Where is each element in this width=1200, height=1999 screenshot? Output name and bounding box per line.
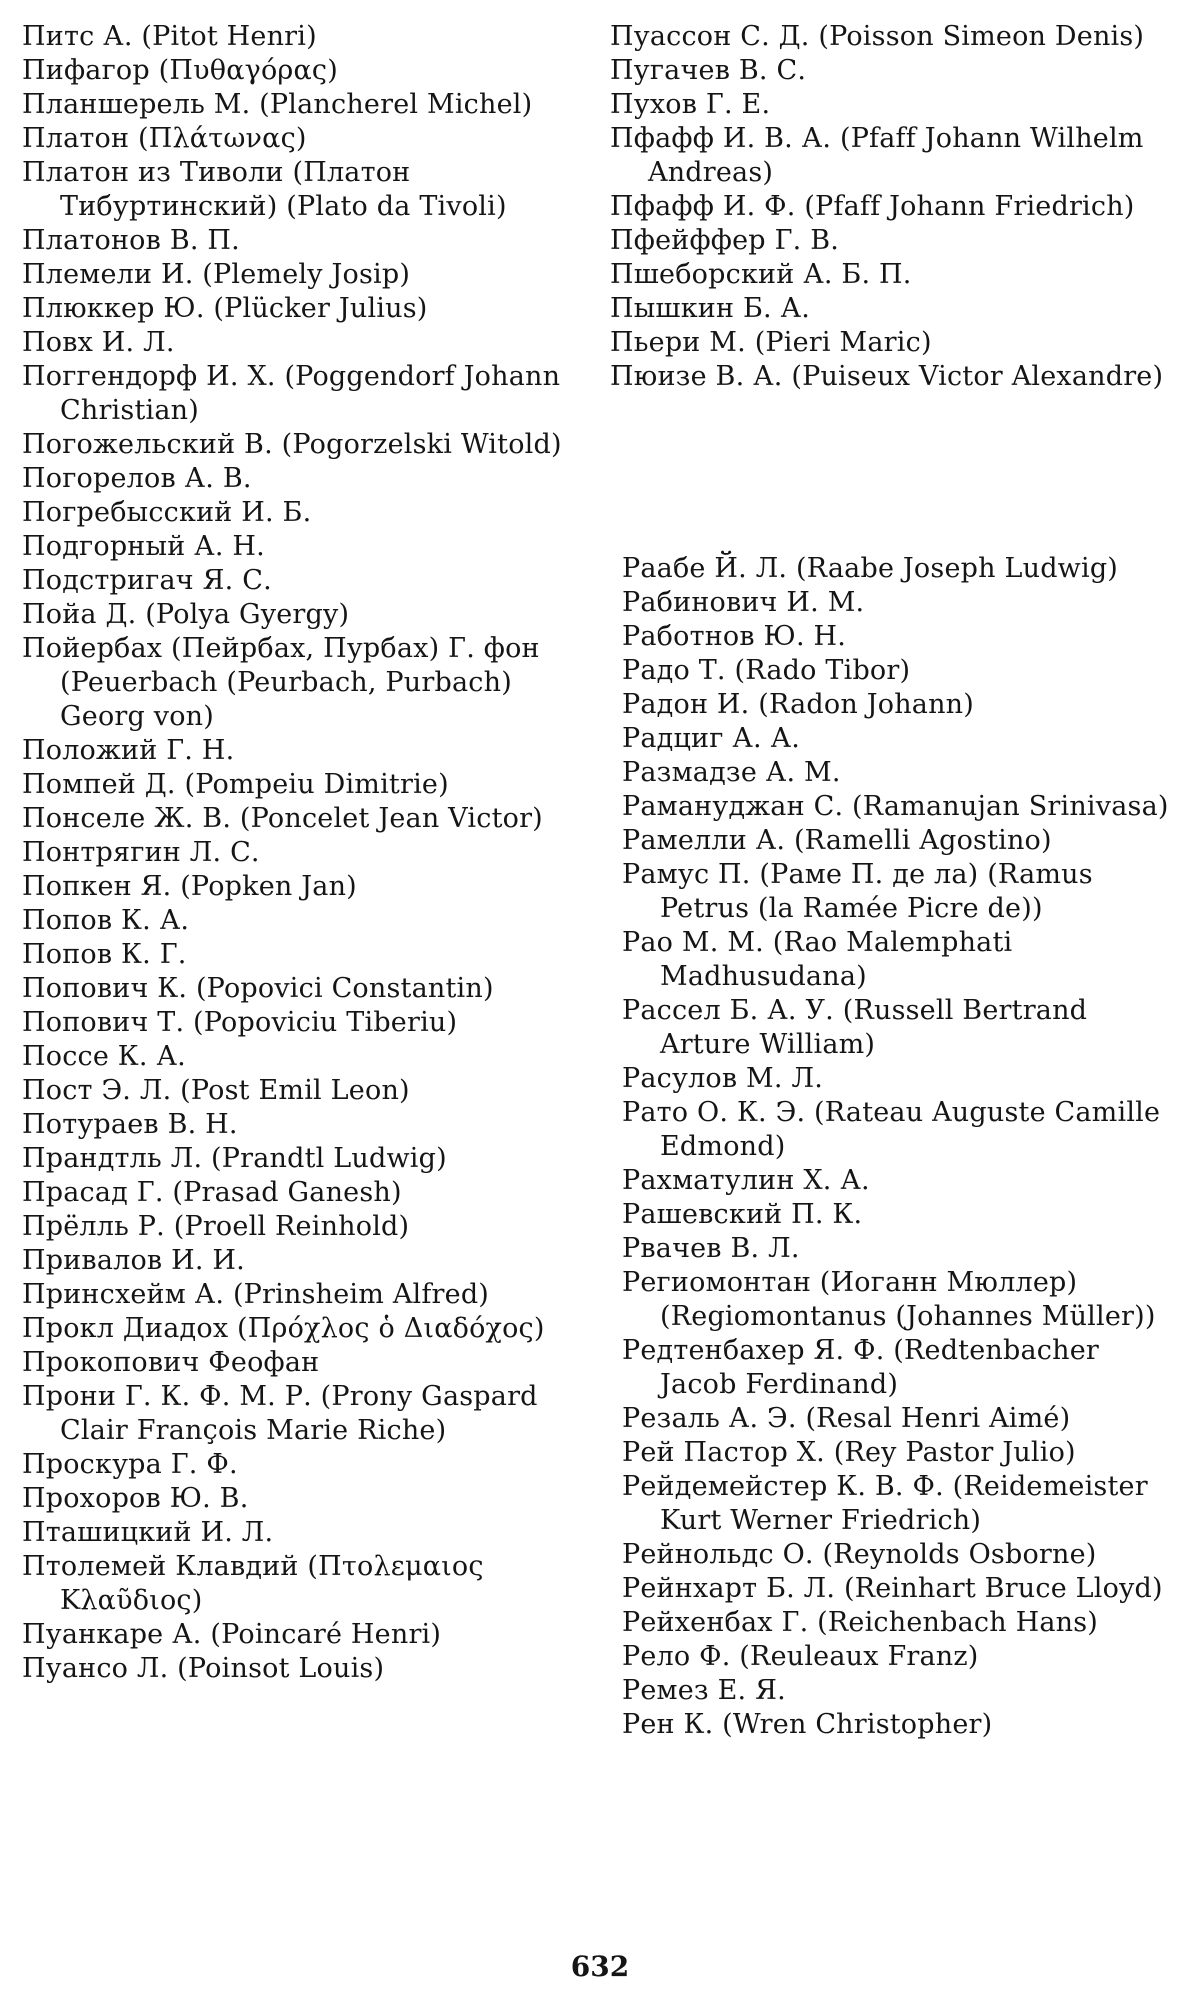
index-entry: Рейхенбах Г. (Reichenbach Hans) [622,1607,1098,1638]
index-entry: Погорелов А. В. [22,463,252,494]
index-entry: Рамелли А. (Ramelli Agostino) [622,825,1052,856]
index-entry: Потураев В. Н. [22,1109,238,1140]
index-entry: Погожельский В. (Pogorzelski Witold) [22,429,562,460]
index-entry: Расулов М. Л. [622,1063,823,1094]
index-entry: Прохоров Ю. В. [22,1483,249,1514]
index-entry: Пуансо Л. (Poinsot Louis) [22,1653,385,1684]
index-entry: Привалов И. И. [22,1245,245,1276]
page-number: 632 [570,1950,630,1983]
index-entry: Раабе Й. Л. (Raabe Joseph Ludwig) [622,553,1119,584]
index-entry: Региомонтан (Иоганн Мюллер) (Regiomontanus (Johannes Müller)) [622,1267,1156,1332]
index-entry: Поггендорф И. Х. (Poggendorf Johann Christian) [22,361,561,426]
index-entry: Пфафф И. В. А. (Pfaff Johann Wilhelm Andreas) [610,123,1144,188]
index-entry: Рашевский П. К. [622,1199,863,1230]
index-entry: Резаль А. Э. (Resal Henri Aimé) [622,1403,1071,1434]
index-entry: Принсхейм А. (Prinsheim Alfred) [22,1279,490,1310]
left-column-name-list [22,20,587,1686]
index-entry: Платонов В. П. [22,225,240,256]
index-entry: Прасад Г. (Prasad Ganesh) [22,1177,402,1208]
index-entry: Пюизе В. А. (Puiseux Victor Alexandre) [610,361,1164,392]
index-entry: Рахматулин Х. А. [622,1165,870,1196]
index-entry: Рен К. (Wren Christopher) [622,1709,993,1740]
index-entry: Платон (Πλάτωνας) [22,123,307,154]
index-entry: Радо Т. (Rado Tibor) [622,655,911,686]
index-entry: Пфафф И. Ф. (Pfaff Johann Friedrich) [610,191,1135,222]
index-entry: Рейдемейстер К. В. Ф. (Reidemeister Kurt Werner Friedrich) [622,1471,1148,1536]
index-entry: Работнов Ю. Н. [622,621,847,652]
index-entry: Пфейффер Г. В. [610,225,840,256]
index-entry: Птолемей Клавдий (Πτολεμαιος Κλαῦδιος) [22,1551,484,1616]
index-entry: Рассел Б. А. У. (Russell Bertrand Arture William) [622,995,1088,1060]
index-entry: Платон из Тиволи (Платон Тибуртинский) (Plato da Tivoli) [22,157,507,222]
index-entry: Питс А. (Pitot Henri) [22,21,317,52]
index-entry: Подгорный А. Н. [22,531,265,562]
index-entry: Рейнхарт Б. Л. (Reinhart Bruce Lloyd) [622,1573,1163,1604]
index-entry: Пташицкий И. Л. [22,1517,274,1548]
index-entry: Рамануджан С. (Ramanujan Srinivasa) [622,791,1169,822]
index-entry: Погребысский И. Б. [22,497,312,528]
right-column-p-name-list [610,20,1175,394]
index-entry: Рей Пастор Х. (Rey Pastor Julio) [622,1437,1076,1468]
index-entry: Попович К. (Popovici Constantin) [22,973,494,1004]
index-entry: Прокопович Феофан [22,1347,320,1378]
index-entry: Поссе К. А. [22,1041,186,1072]
index-entry: Пуассон С. Д. (Poisson Simeon Denis) [610,21,1145,52]
index-entry: Рамус П. (Раме П. де ла) (Ramus Petrus (la Ramée Picre de)) [622,859,1093,924]
index-entry: Понселе Ж. В. (Poncelet Jean Victor) [22,803,543,834]
index-entry: Понтрягин Л. С. [22,837,260,868]
index-entry: Рейнольдс О. (Reynolds Osborne) [622,1539,1097,1570]
index-entry: Пышкин Б. А. [610,293,811,324]
right-column-r-name-list [622,552,1177,1742]
index-entry: Ремез Е. Я. [622,1675,786,1706]
index-entry: Прони Г. К. Ф. М. Р. (Prony Gaspard Clair François Marie Riche) [22,1381,538,1446]
index-entry: Планшерель М. (Plancherel Michel) [22,89,533,120]
index-entry: Попов К. А. [22,905,190,936]
index-entry: Радциг А. А. [622,723,801,754]
index-entry: Радон И. (Radon Johann) [622,689,975,720]
index-entry: Помпей Д. (Pompeiu Dimitrie) [22,769,449,800]
index-entry: Редтенбахер Я. Ф. (Redtenbacher Jacob Ferdinand) [622,1335,1099,1400]
index-entry: Пухов Г. Е. [610,89,771,120]
index-entry: Положий Г. Н. [22,735,235,766]
index-entry: Пифагор (Πυθαγόρας) [22,55,338,86]
index-entry: Пост Э. Л. (Post Emil Leon) [22,1075,410,1106]
index-entry: Рабинович И. М. [622,587,865,618]
index-entry: Подстригач Я. С. [22,565,272,596]
index-entry: Племели И. (Plemely Josip) [22,259,411,290]
index-entry: Рао М. М. (Rao Malemphati Madhusudana) [622,927,1013,992]
index-entry: Рвачев В. Л. [622,1233,800,1264]
index-entry: Размадзе А. М. [622,757,841,788]
index-entry: Пойербах (Пейрбах, Пурбах) Г. фон (Peuerbach (Peurbach, Purbach) Georg von) [22,633,540,732]
index-entry: Прокл Диадох (Πρόχλος ὁ Διαδόχος) [22,1313,545,1344]
index-entry: Прёлль Р. (Proell Reinhold) [22,1211,410,1242]
index-entry: Пуанкаре А. (Poincaré Henri) [22,1619,442,1650]
index-entry: Рато О. К. Э. (Rateau Auguste Camille Edmond) [622,1097,1161,1162]
index-entry: Пьери М. (Pieri Maric) [610,327,932,358]
index-entry: Рело Ф. (Reuleaux Franz) [622,1641,979,1672]
index-entry: Попов К. Г. [22,939,187,970]
index-entry: Попович Т. (Popoviciu Tiberiu) [22,1007,458,1038]
index-entry: Прандтль Л. (Prandtl Ludwig) [22,1143,447,1174]
index-entry: Плюккер Ю. (Plücker Julius) [22,293,428,324]
index-entry: Попкен Я. (Popken Jan) [22,871,357,902]
index-entry: Повх И. Л. [22,327,175,358]
index-entry: Проскура Г. Ф. [22,1449,238,1480]
index-entry: Пойа Д. (Polya Gyergy) [22,599,350,630]
index-entry: Пугачев В. С. [610,55,807,86]
index-entry: Пшеборский А. Б. П. [610,259,912,290]
